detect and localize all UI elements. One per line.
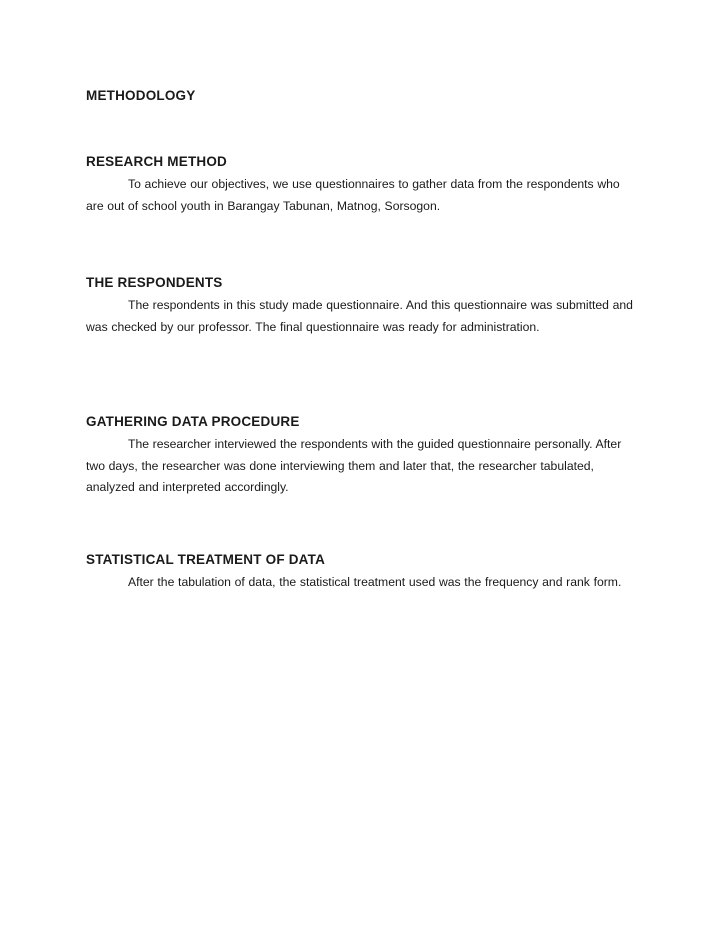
section-paragraph: The respondents in this study made questionnaire. And this questionnaire was submitted and was checked by our professor. The final questionnaire was ready for administration. [86, 298, 633, 334]
section-heading: STATISTICAL TREATMENT OF DATA [86, 552, 326, 567]
section-paragraph: After the tabulation of data, the statistical treatment used was the frequency and rank form. [128, 575, 622, 589]
section-heading: RESEARCH METHOD [86, 154, 228, 169]
section-research-method [86, 152, 634, 217]
document-content [86, 86, 634, 589]
section-gathering-data-procedure [86, 412, 634, 499]
section-paragraph: To achieve our objectives, we use questionnaires to gather data from the respondents who are out of school youth in Barangay Tabunan, Matnog, Sorsogon. [86, 177, 620, 213]
section-statistical-treatment [86, 550, 634, 594]
document-title: METHODOLOGY [86, 88, 196, 103]
section-paragraph: The researcher interviewed the respondents with the guided questionnaire personally. After two days, the researcher was done interviewing them and later that, the researcher tabulated, analyzed and interpreted accordingly. [86, 437, 622, 494]
section-the-respondents [86, 273, 634, 338]
section-heading: GATHERING DATA PROCEDURE [86, 414, 300, 429]
section-heading: THE RESPONDENTS [86, 275, 223, 290]
